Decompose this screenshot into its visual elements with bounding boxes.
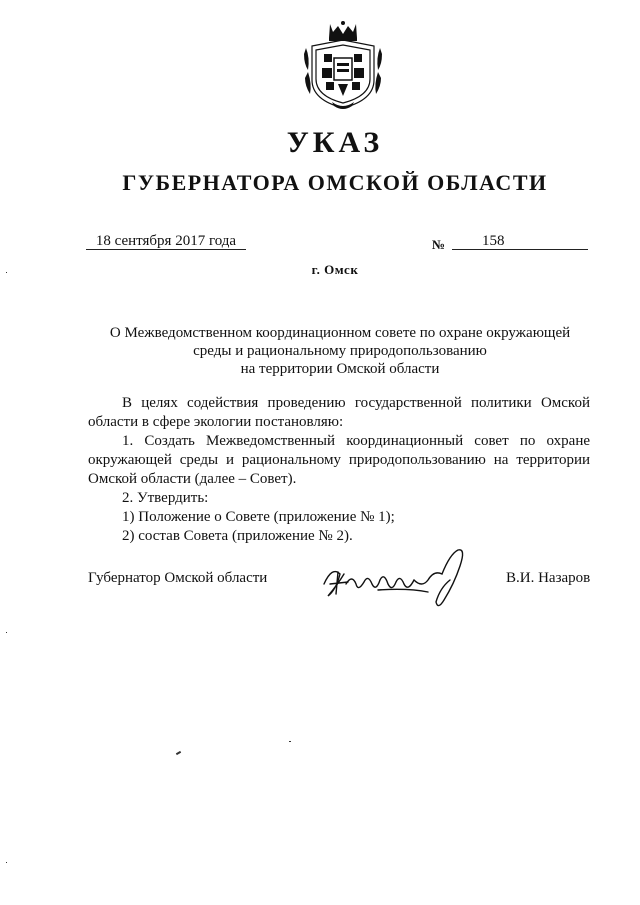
decree-preamble: В целях содействия проведению государственной политики Омской области в сфере экологии постановляю: (88, 395, 590, 430)
decree-date: 18 сентября 2017 года (86, 233, 246, 250)
document-title: УКАЗ (286, 126, 384, 159)
scan-speck (6, 272, 7, 273)
handwritten-signature-icon (318, 544, 478, 614)
decree-item-2-1: 1) Положение о Совете (приложение № 1); (122, 509, 395, 525)
decree-item-2-2: 2) состав Совета (приложение № 2). (122, 528, 353, 544)
decree-number: 158 (452, 233, 588, 250)
scan-speck (6, 632, 7, 633)
signer-name: В.И. Назаров (506, 570, 591, 586)
decree-item-1: 1. Создать Межведомственный координационный совет по охране окружающей среды и рациональному природопользованию на территории Омской области (далее – Совет). (88, 433, 590, 487)
omsk-oblast-coat-of-arms-icon (302, 18, 384, 112)
decree-heading (90, 324, 590, 378)
decree-body (88, 394, 590, 546)
decree-number-label: № (432, 237, 446, 252)
signer-role: Губернатор Омской области (88, 570, 268, 586)
decree-heading-line: среды и рациональному природопользованию (193, 343, 487, 359)
decree-city: г. Омск (311, 262, 359, 277)
scan-speck (6, 862, 7, 863)
scan-speck (289, 741, 291, 742)
decree-item-2: 2. Утвердить: (122, 490, 209, 506)
scan-speck (176, 751, 181, 755)
decree-heading-line: на территории Омской области (240, 361, 440, 377)
decree-heading-line: О Межведомственном координационном совете по охране окружающей (109, 325, 571, 341)
document-subtitle: ГУБЕРНАТОРА ОМСКОЙ ОБЛАСТИ (122, 170, 548, 195)
